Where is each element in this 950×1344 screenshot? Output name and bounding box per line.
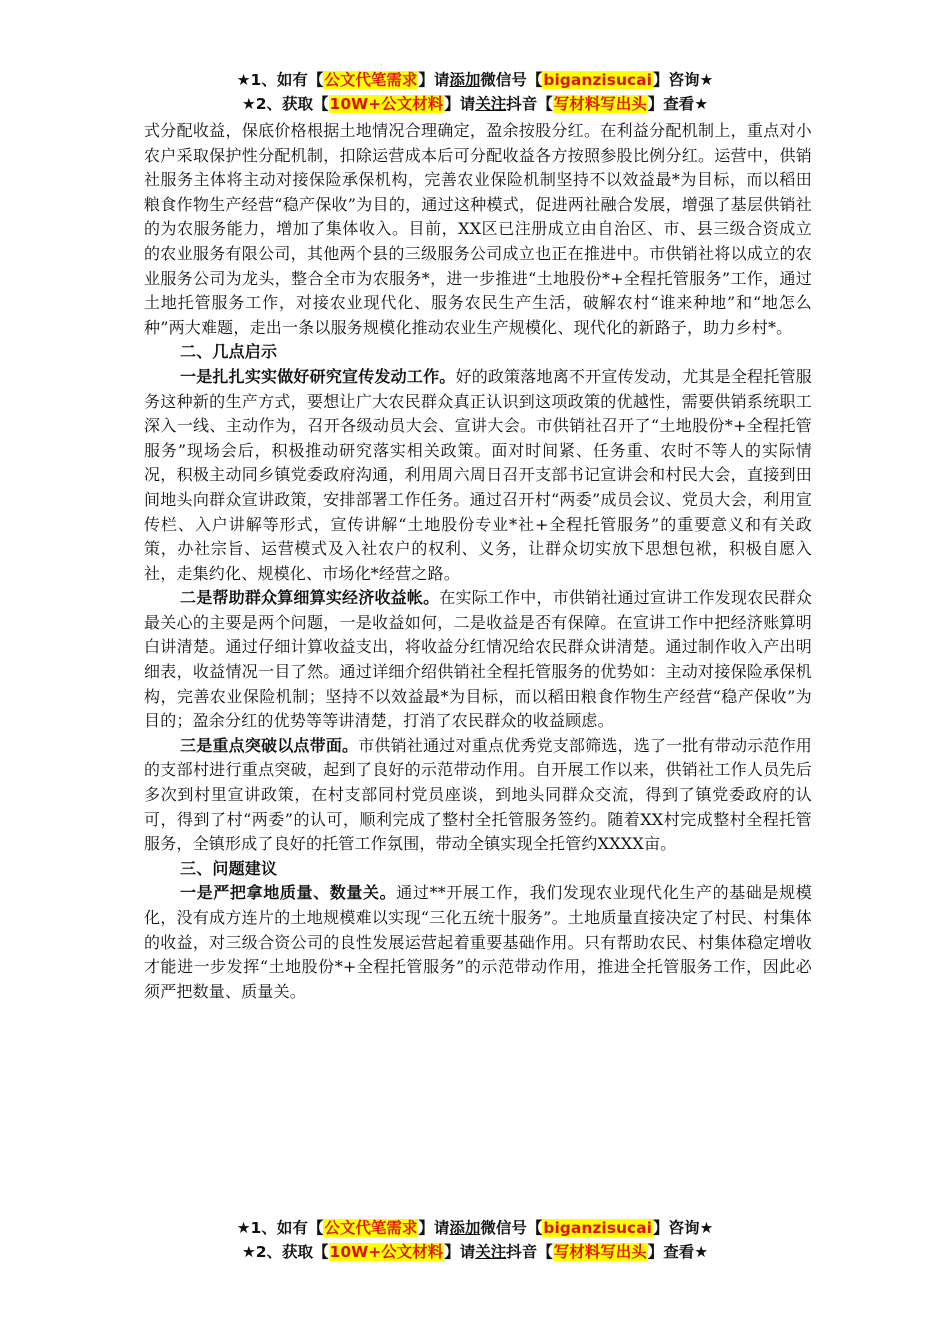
paragraph-breakthrough (144, 734, 812, 857)
promo-highlight: 10W+公文材料 (329, 95, 444, 113)
paragraph-publicity (144, 365, 812, 586)
promo-highlight: 10W+公文材料 (329, 1243, 444, 1261)
promo-text: ★2、获取【 (241, 1243, 329, 1261)
promo-text: ★1、如有【 (236, 71, 324, 89)
paragraph-land-quality (144, 881, 812, 1004)
promo-text: 】查看★ (647, 1243, 709, 1261)
paragraph-income (144, 586, 812, 734)
promo-line-2 (0, 92, 950, 116)
promo-banner-bottom (0, 1216, 950, 1264)
paragraph-continuation: 式分配收益，保底价格根据土地情况合理确定，盈余按股分红。在利益分配机制上，重点对小农户采取保护性分配机制，扣除运营成本后可分配收益各方按照参股比例分红。运营中，供销社服务主体将主动对接保险承保机构，完善农业保险机制坚持不以效益最*为目标，而以稻田粮食作物生产经营“稳产保收”为目的，通过这种模式，促进两社融合发展，增强了基层供销社的为农服务能力，增加了集体收入。目前，XX区已注册成立由自治区、市、县三级合资成立的农业服务有限公司，其他两个县的三级服务公司成立也正在推进中。市供销社将以成立的农业服务公司为龙头，整合全市为农服务*，进一步推进“土地股份*+全程托管服务”工作，通过土地托管服务工作，对接农业现代化、服务农民生产生活，破解农村“谁来种地”和“地怎么种”两大难题，走出一条以服务规模化推动农业生产规模化、现代化的新路子，助力乡村*。 (144, 121, 812, 337)
promo-text: 】请 (418, 1219, 450, 1237)
paragraph-body: 在实际工作中，市供销社通过宣讲工作发现农民群众最关心的主要是两个问题，一是收益如何，二是收益是否有保障。在宣讲工作中把经济账算明白讲清楚。通过仔细计算收益支出，将收益分红情况给农民群众讲清楚。通过制作收入产出明细表，收益情况一目了然。通过详细介绍供销社全程托管服务的优势如：主动对接保险承保机构，完善农业保险机制；坚持不以效益最*为目标，而以稻田粮食作物生产经营“稳产保收”为目的；盈余分红的优势等等讲清楚，打消了农民群众的收益顾虑。 (144, 588, 812, 731)
promo-banner-top (0, 68, 950, 116)
paragraph-lead: 三是重点突破以点带面。 (180, 735, 359, 755)
promo-text: 抖音【 (506, 1243, 553, 1261)
promo-text: 微信号【 (480, 1219, 543, 1237)
paragraph-body: 好的政策落地离不开宣传发动，尤其是全程托管服务这种新的生产方式，要想让广大农民群众真正认识到这项政策的优越性，需要供销系统职工深入一线、主动作为，召开各级动员大会、宣讲大会。市供销社召开了“土地股份*+全程托管服务”现场会后，积极推动研究落实相关政策。面对时间紧、任务重、农时不等人的实际情况，积极主动同乡镇党委政府沟通，利用周六周日召开支部书记宣讲会和村民大会，直接到田间地头向群众宣讲政策，安排部署工作任务。通过召开村“两委”成员会议、党员大会，利用宣传栏、入户讲解等形式，宣传讲解“土地股份专业*社+全程托管服务”的重要意义和有关政策，办社宗旨、运营模式及入社农户的权利、义务，让群众切实放下思想包袱，积极自愿入社，走集约化、规模化、市场化*经营之路。 (144, 366, 812, 583)
promo-text: 】咨询★ (652, 1219, 714, 1237)
promo-text: ★1、如有【 (236, 1219, 324, 1237)
promo-highlight: 写材料写出头 (553, 95, 647, 113)
promo-underlined: 关注 (475, 1243, 507, 1261)
promo-underlined: 添加 (449, 1219, 481, 1237)
promo-text: 】请 (444, 1243, 476, 1261)
promo-highlight: biganzisucai (543, 1219, 652, 1237)
promo-text: 微信号【 (480, 71, 543, 89)
promo-highlight: 公文代笔需求 (324, 71, 418, 89)
promo-text: 】请 (418, 71, 450, 89)
paragraph-body: 市供销社通过对重点优秀党支部筛选，选了一批有带动示范作用的支部村进行重点突破，起到了良好的示范带动作用。自开展工作以来，供销社工作人员先后多次到村里宣讲政策，在村支部同村党员座谈，到地头同群众交流，得到了镇党委政府的认可，得到了村“两委”的认可，顺利完成了整村全托管服务签约。随着XX村完成整村全程托管服务，全镇形成了良好的托管工作氛围，带动全镇实现全托管约XXXX亩。 (144, 735, 812, 854)
section-heading-suggestions: 三、问题建议 (180, 858, 278, 878)
promo-highlight: biganzisucai (543, 71, 652, 89)
paragraph-body: 通过**开展工作，我们发现农业现代化生产的基础是规模化，没有成方连片的土地规模难以实现“三化五统十服务”。土地质量直接决定了村民、村集体的收益，对三级合资公司的良性发展运营起着重要基础作用。只有帮助农民、村集体稳定增收才能进一步发挥“土地股份*+全程托管服务”的示范带动作用，推进全托管服务工作，因此必须严把数量、质量关。 (144, 883, 812, 1001)
promo-text: 】咨询★ (652, 71, 714, 89)
promo-line-2 (0, 1240, 950, 1264)
promo-line-1 (0, 68, 950, 92)
promo-underlined: 添加 (449, 71, 481, 89)
promo-underlined: 关注 (475, 95, 507, 113)
promo-highlight: 公文代笔需求 (324, 1219, 418, 1237)
paragraph-lead: 二是帮助群众算细算实经济收益帐。 (180, 588, 440, 608)
promo-highlight: 写材料写出头 (553, 1243, 647, 1261)
paragraph-lead: 一是严把拿地质量、数量关。 (180, 883, 397, 903)
paragraph-lead: 一是扎扎实实做好研究宣传发动工作。 (180, 366, 456, 386)
section-heading-insights: 二、几点启示 (180, 342, 278, 362)
document-body (144, 119, 812, 1004)
promo-line-1 (0, 1216, 950, 1240)
promo-text: ★2、获取【 (241, 95, 329, 113)
promo-text: 抖音【 (506, 95, 553, 113)
promo-text: 】查看★ (647, 95, 709, 113)
promo-text: 】请 (444, 95, 476, 113)
